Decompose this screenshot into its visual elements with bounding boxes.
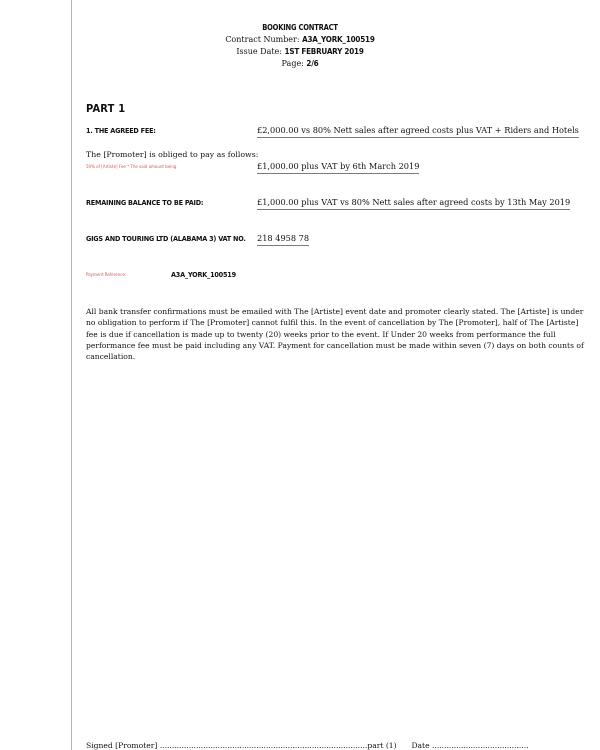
- issue-date-line: [0, 46, 600, 58]
- issue-date: 1ST FEBRUARY 2019: [284, 47, 364, 56]
- part-heading: PART 1: [86, 102, 126, 115]
- vat-number: 218 4958 78: [257, 233, 309, 246]
- signature-line: [86, 741, 529, 750]
- payment-reference-label: Payment Reference:: [86, 272, 127, 277]
- contract-header: [0, 22, 600, 70]
- signature-date-text: Date ........................................: [411, 741, 529, 750]
- contract-number: A3A_YORK_100519: [302, 35, 375, 44]
- signed-promoter-text: Signed [Promoter] ......................................................................................part (1): [86, 741, 397, 750]
- payment-reference-value: A3A_YORK_100519: [171, 270, 236, 279]
- terms-paragraph: All bank transfer confirmations must be emailed with The [Artiste] event date and promoter clearly stated. The [Artiste] is under no obligation to perform if The [Promoter] cannot fulfil this. In the event of cancellation by The [Promoter], half of The [Artiste] fee is due if cancellation is made up to twenty (20) weeks prior to the event. If Under 20 weeks from performance the full performance fee must be paid including any VAT. Payment for cancellation must be made within seven (7) days on both counts of cancellation.: [86, 307, 584, 362]
- contract-number-line: [0, 34, 600, 46]
- promoter-obligation-label: The [Promoter] is obliged to pay as follows:: [86, 150, 259, 159]
- deposit-note: 50% of [Artiste] Fee * The said amount being: [86, 164, 177, 169]
- vat-label: GIGS AND TOURING LTD (ALABAMA 3) VAT NO.: [86, 234, 246, 243]
- deposit-value: £1,000.00 plus VAT by 6th March 2019: [257, 161, 419, 174]
- issue-date-label: Issue Date:: [236, 47, 282, 56]
- contract-title: BOOKING CONTRACT: [262, 23, 338, 32]
- page-number-line: [0, 58, 600, 70]
- contract-number-label: Contract Number:: [225, 35, 300, 44]
- remaining-balance-value: £1,000.00 plus VAT vs 80% Nett sales after agreed costs by 13th May 2019: [257, 197, 570, 210]
- margin-rule: [71, 0, 72, 750]
- agreed-fee-value: £2,000.00 vs 80% Nett sales after agreed costs plus VAT + Riders and Hotels: [257, 125, 579, 138]
- page-label: Page:: [281, 59, 304, 68]
- agreed-fee-label: 1. THE AGREED FEE:: [86, 126, 156, 135]
- page-number: 2/6: [306, 59, 319, 68]
- remaining-balance-label: REMAINING BALANCE TO BE PAID:: [86, 198, 204, 207]
